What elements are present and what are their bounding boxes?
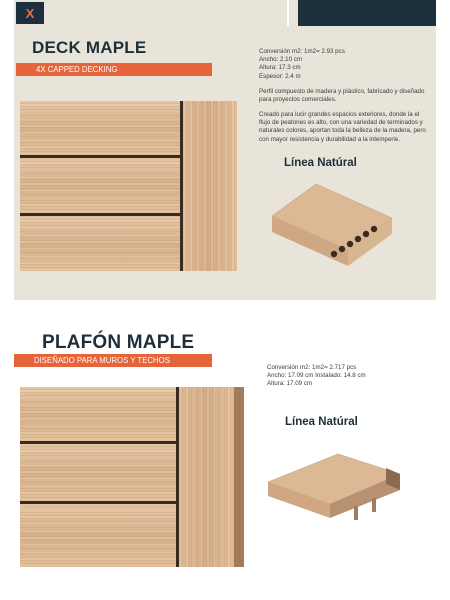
deck-title: DECK MAPLE [32, 38, 147, 57]
deck-line-title: Línea Natúral [284, 157, 357, 169]
plafon-subtitle-bar [14, 354, 212, 367]
x-logo-icon: X [25, 5, 35, 21]
plafon-spec-line: Altura: 17.09 cm [267, 380, 313, 388]
plafon-plank [20, 504, 176, 567]
deck-wood-image [20, 101, 237, 271]
plafon-spec-line: Conversión m2: 1m2= 2.717 pcs [267, 364, 357, 371]
plafon-wood-image [20, 387, 244, 567]
plafon-profile-slot [354, 506, 358, 520]
plafon-specs [267, 364, 366, 389]
deck-description-2: Creado para lucir grandes espacios exteriores, donde la el flujo de peatones es alto, con una variedad de terminados y naturales colores, aportan toda la belleza de la madera, pero con mayor resistencia y durabilidad a la intemperie. [259, 111, 426, 143]
plafon-line-title: Línea Natúral [285, 416, 358, 428]
deck-specs [259, 48, 345, 81]
plafon-title: PLAFÓN MAPLE [42, 332, 195, 353]
plafon-spec-line: Ancho: 17.09 cm Instalado: 14.8 cm [267, 372, 366, 380]
deck-subtitle: 4X CAPPED DECKING [36, 65, 118, 74]
deck-spec-line: Ancho: 2.10 cm [259, 56, 302, 64]
deck-spec-line: Altura: 17.3 cm [259, 64, 301, 72]
deck-plank [20, 158, 180, 213]
deck-description-1: Perfil compuesto de madera y plástico, fabricado y diseñado para proyectos comerciales. [259, 88, 425, 104]
deck-subtitle-bar [16, 63, 212, 76]
plafon-plank-vertical [179, 387, 234, 567]
deck-plank-vertical [183, 101, 237, 271]
deck-plank [20, 216, 180, 271]
header-bar [298, 0, 436, 26]
header-divider [287, 0, 289, 26]
deck-plank [20, 101, 180, 155]
brand-logo [16, 2, 44, 24]
plafon-profile-image [266, 452, 406, 547]
plafon-profile-slot [372, 498, 376, 512]
deck-spec-line: Espesor: 2.4 m [259, 72, 301, 80]
plank-gap [234, 387, 244, 567]
deck-profile-image [268, 180, 398, 270]
deck-spec-line: Conversión m2: 1m2= 2.93 pcs [259, 48, 345, 55]
plafon-subtitle: DISEÑADO PARA MUROS Y TECHOS [34, 356, 170, 365]
plafon-plank [20, 387, 176, 441]
plafon-plank [20, 444, 176, 501]
